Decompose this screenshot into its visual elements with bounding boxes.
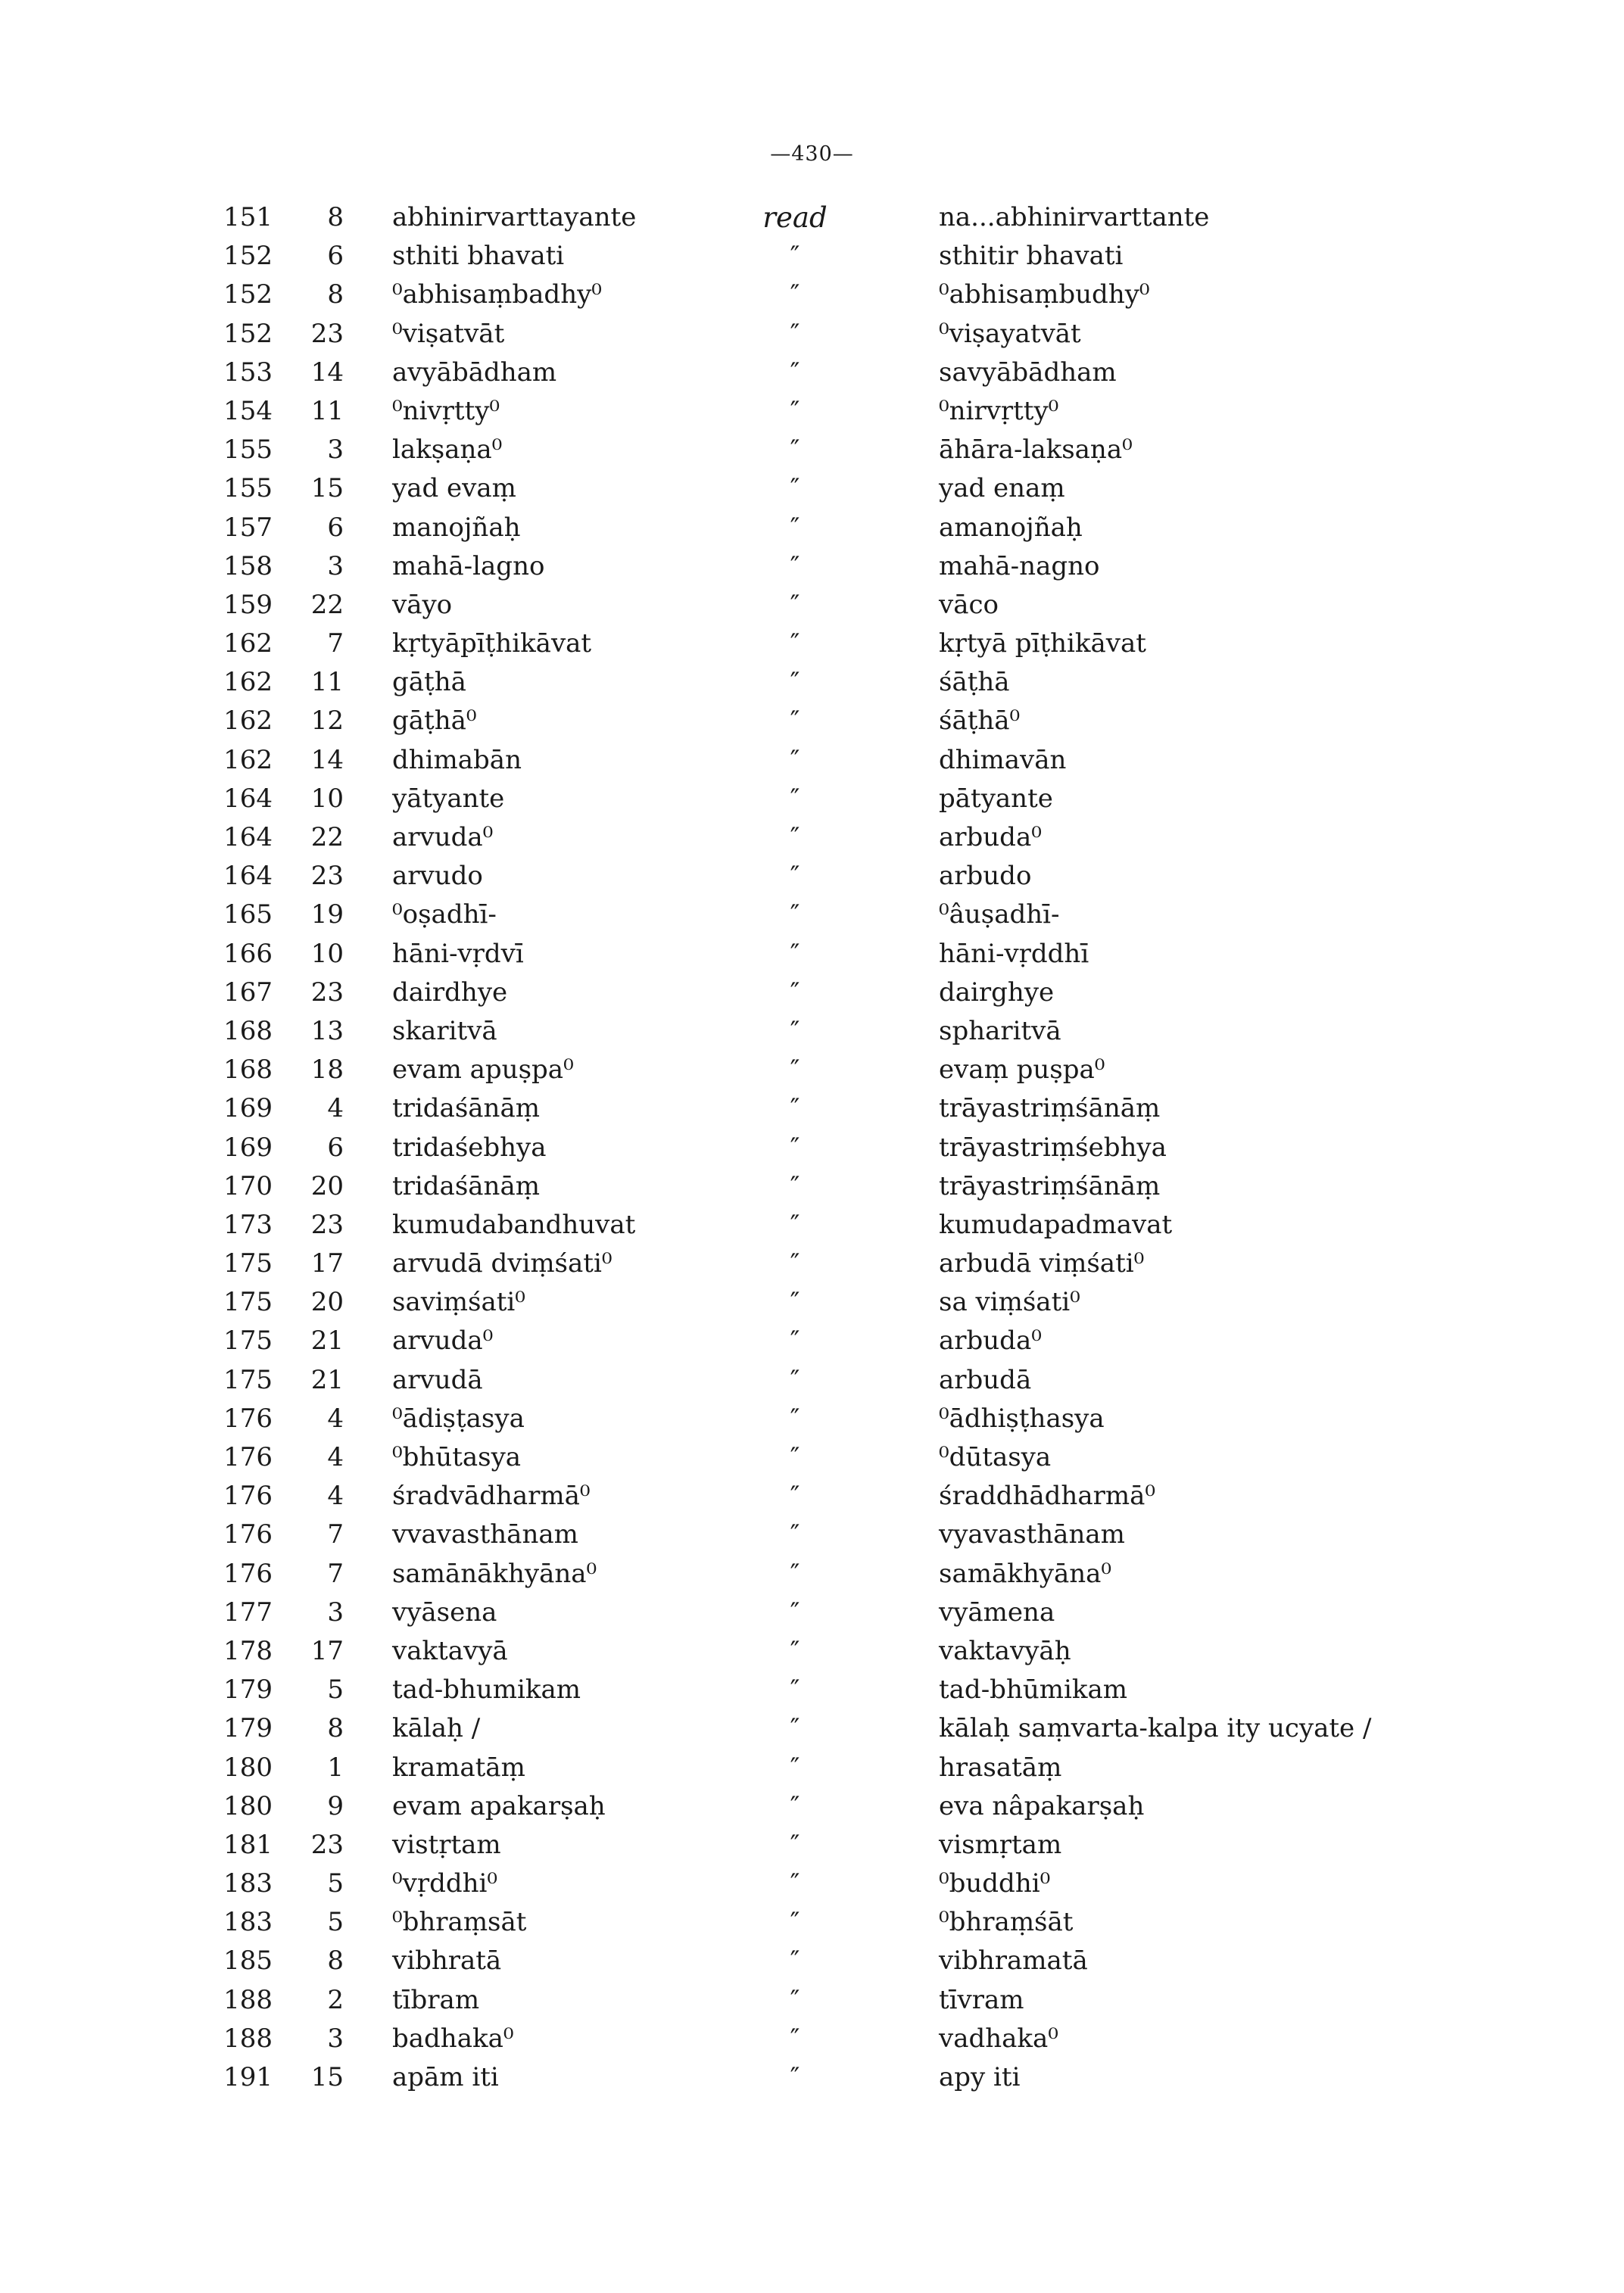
ditto-mark: ″ (790, 395, 800, 426)
page-ref: 175 (223, 1248, 273, 1279)
page-ref: 170 (223, 1170, 273, 1201)
incorrect-reading: vyāsena (392, 1597, 497, 1628)
ditto-mark: ″ (790, 1442, 800, 1472)
line-ref: 15 (310, 2062, 344, 2092)
line-ref: 10 (310, 938, 344, 969)
corrected-reading: vismṛtam (939, 1829, 1062, 1860)
line-ref: 13 (310, 1015, 344, 1046)
line-ref: 20 (310, 1287, 344, 1318)
ditto-mark: ″ (790, 2023, 800, 2054)
page-ref: 179 (223, 1713, 273, 1744)
line-ref: 15 (310, 473, 344, 504)
errata-row (0, 1245, 1624, 1283)
page-ref: 157 (223, 512, 273, 543)
ditto-mark: ″ (790, 667, 800, 698)
corrected-reading: kumudapadmavat (939, 1209, 1173, 1240)
incorrect-reading: evam apakarṣaḥ (392, 1790, 606, 1821)
page-ref: 166 (223, 938, 273, 969)
page-ref: 169 (223, 1132, 273, 1163)
errata-row (0, 392, 1624, 431)
corrected-reading: hrasatāṃ (939, 1752, 1062, 1783)
page-ref: 151 (223, 202, 273, 232)
incorrect-reading: ⁰oṣadhī- (392, 899, 497, 930)
incorrect-reading: vaktavyā (392, 1635, 508, 1666)
errata-row (0, 1749, 1624, 1787)
incorrect-reading: yad evaṃ (392, 473, 516, 504)
corrected-reading: vyāmena (939, 1597, 1055, 1628)
incorrect-reading: kumudabandhuvat (392, 1209, 636, 1240)
incorrect-reading: yātyante (392, 783, 505, 814)
ditto-mark: ″ (790, 550, 800, 581)
page-ref: 165 (223, 899, 273, 930)
incorrect-reading: tībram (392, 1984, 480, 2015)
incorrect-reading: vistṛtam (392, 1829, 501, 1860)
line-ref: 23 (310, 1209, 344, 1240)
ditto-mark: ″ (790, 279, 800, 310)
page-ref: 173 (223, 1209, 273, 1240)
line-ref: 7 (327, 1558, 344, 1589)
page-ref: 158 (223, 550, 273, 581)
page-ref: 175 (223, 1287, 273, 1318)
page-ref: 162 (223, 667, 273, 698)
errata-row (0, 1826, 1624, 1865)
errata-row (0, 276, 1624, 314)
ditto-mark: ″ (790, 1403, 800, 1434)
incorrect-reading: badhaka⁰ (392, 2023, 514, 2054)
errata-row (0, 1942, 1624, 1980)
corrected-reading: vadhaka⁰ (939, 2023, 1058, 2054)
incorrect-reading: arvuda⁰ (392, 822, 494, 852)
errata-row (0, 469, 1624, 508)
corrected-reading: yad enaṃ (939, 473, 1065, 504)
errata-row (0, 1594, 1624, 1632)
ditto-mark: ″ (790, 1055, 800, 1086)
page-ref: 155 (223, 435, 273, 466)
corrected-reading: kṛtyā pīṭhikāvat (939, 628, 1146, 659)
line-ref: 4 (327, 1403, 344, 1434)
incorrect-reading: abhinirvarttayante (392, 202, 637, 232)
corrected-reading: śraddhādharmā⁰ (939, 1481, 1155, 1512)
errata-row (0, 547, 1624, 586)
corrected-reading: amanojñaḥ (939, 512, 1083, 543)
line-ref: 21 (310, 1364, 344, 1395)
corrected-reading: spharitvā (939, 1015, 1061, 1046)
incorrect-reading: kṛtyāpīṭhikāvat (392, 628, 592, 659)
ditto-mark: ″ (790, 1287, 800, 1318)
page-ref: 175 (223, 1364, 273, 1395)
page-ref: 162 (223, 744, 273, 775)
corrected-reading: śāṭhā⁰ (939, 706, 1021, 737)
ditto-mark: ″ (790, 435, 800, 466)
corrected-reading: mahā-nagno (939, 550, 1100, 581)
incorrect-reading: ⁰bhūtasya (392, 1442, 522, 1472)
ditto-mark: ″ (790, 1597, 800, 1628)
page-ref: 162 (223, 706, 273, 737)
incorrect-reading: tridaśebhya (392, 1132, 547, 1163)
line-ref: 22 (310, 822, 344, 852)
errata-row (0, 1477, 1624, 1516)
errata-row (0, 1012, 1624, 1051)
errata-row (0, 2020, 1624, 2058)
page-ref: 155 (223, 473, 273, 504)
page-ref: 169 (223, 1093, 273, 1124)
errata-row (0, 1787, 1624, 1826)
corrected-reading: ⁰ādhiṣṭhasya (939, 1403, 1105, 1434)
line-ref: 7 (327, 1519, 344, 1550)
incorrect-reading: tad-bhumikam (392, 1675, 581, 1706)
page-ref: 180 (223, 1752, 273, 1783)
errata-row (0, 1400, 1624, 1438)
errata-row (0, 1555, 1624, 1594)
line-ref: 3 (327, 2023, 344, 2054)
corrected-reading: vyavasthānam (939, 1519, 1125, 1550)
ditto-mark: ″ (790, 1558, 800, 1589)
ditto-mark: ″ (790, 1170, 800, 1201)
ditto-mark: ″ (790, 2062, 800, 2092)
line-ref: 11 (310, 395, 344, 426)
errata-row (0, 354, 1624, 392)
errata-row (0, 2058, 1624, 2097)
incorrect-reading: arvudā dviṃśati⁰ (392, 1248, 613, 1279)
page-ref: 164 (223, 822, 273, 852)
line-ref: 6 (327, 512, 344, 543)
page-ref: 152 (223, 241, 273, 272)
incorrect-reading: ⁰nivṛtty⁰ (392, 395, 500, 426)
ditto-mark: ″ (790, 1248, 800, 1279)
ditto-mark: ″ (790, 318, 800, 349)
page-ref: 177 (223, 1597, 273, 1628)
ditto-mark: ″ (790, 473, 800, 504)
corrected-reading: ⁰abhisaṃbudhy⁰ (939, 279, 1150, 310)
corrected-reading: ⁰nirvṛtty⁰ (939, 395, 1059, 426)
ditto-mark: ″ (790, 706, 800, 737)
line-ref: 4 (327, 1481, 344, 1512)
ditto-mark: ″ (790, 1946, 800, 1977)
incorrect-reading: gāṭhā⁰ (392, 706, 477, 737)
corrected-reading: tad-bhūmikam (939, 1675, 1127, 1706)
line-ref: 5 (327, 1907, 344, 1938)
page-ref: 188 (223, 1984, 273, 2015)
errata-row (0, 857, 1624, 896)
page-ref: 167 (223, 977, 273, 1008)
errata-row (0, 780, 1624, 818)
incorrect-reading: ⁰abhisaṃbadhy⁰ (392, 279, 602, 310)
errata-row (0, 702, 1624, 740)
errata-row (0, 1206, 1624, 1245)
ditto-mark: ″ (790, 1093, 800, 1124)
line-ref: 2 (327, 1984, 344, 2015)
errata-row (0, 586, 1624, 625)
errata-row (0, 1361, 1624, 1400)
line-ref: 12 (310, 706, 344, 737)
ditto-mark: ″ (790, 1481, 800, 1512)
ditto-mark: ″ (790, 744, 800, 775)
page-ref: 152 (223, 318, 273, 349)
errata-row (0, 1051, 1624, 1089)
errata-row (0, 1903, 1624, 1942)
corrected-reading: śāṭhā (939, 667, 1010, 698)
errata-table (0, 198, 1624, 2097)
page-ref: 191 (223, 2062, 273, 2092)
errata-row (0, 1671, 1624, 1709)
errata-row (0, 1129, 1624, 1167)
corrected-reading: arbudo (939, 861, 1032, 892)
errata-row (0, 1322, 1624, 1360)
page-ref: 153 (223, 357, 273, 388)
page-ref: 176 (223, 1558, 273, 1589)
errata-row (0, 315, 1624, 354)
corrected-reading: savyābādham (939, 357, 1117, 388)
corrected-reading: pātyante (939, 783, 1053, 814)
page-ref: 179 (223, 1675, 273, 1706)
page-ref: 164 (223, 783, 273, 814)
errata-row (0, 818, 1624, 857)
corrected-reading: hāni-vṛddhī (939, 938, 1089, 969)
corrected-reading: ⁰âuṣadhī- (939, 899, 1060, 930)
line-ref: 17 (310, 1248, 344, 1279)
incorrect-reading: kālaḥ / (392, 1713, 481, 1744)
errata-row (0, 1283, 1624, 1322)
line-ref: 3 (327, 435, 344, 466)
ditto-mark: ″ (790, 977, 800, 1008)
line-ref: 18 (310, 1055, 344, 1086)
corrected-reading: arbudā (939, 1364, 1032, 1395)
page-ref: 178 (223, 1635, 273, 1666)
line-ref: 8 (327, 1946, 344, 1977)
line-ref: 23 (310, 1829, 344, 1860)
ditto-mark: ″ (790, 861, 800, 892)
line-ref: 14 (310, 744, 344, 775)
line-ref: 14 (310, 357, 344, 388)
line-ref: 10 (310, 783, 344, 814)
page-ref: 164 (223, 861, 273, 892)
incorrect-reading: tridaśānāṃ (392, 1093, 540, 1124)
ditto-mark: ″ (790, 1752, 800, 1783)
errata-row (0, 896, 1624, 934)
ditto-mark: ″ (790, 1675, 800, 1706)
incorrect-reading: vāyo (392, 589, 453, 620)
ditto-mark: ″ (790, 1868, 800, 1899)
corrected-reading: eva nâpakarṣaḥ (939, 1790, 1145, 1821)
errata-row (0, 935, 1624, 974)
errata-row (0, 1709, 1624, 1748)
corrected-reading: vaktavyāḥ (939, 1635, 1071, 1666)
ditto-mark: ″ (790, 783, 800, 814)
incorrect-reading: gāṭhā (392, 667, 466, 698)
ditto-mark: ″ (790, 241, 800, 272)
page-ref: 185 (223, 1946, 273, 1977)
line-ref: 4 (327, 1442, 344, 1472)
errata-row (0, 1632, 1624, 1671)
line-ref: 22 (310, 589, 344, 620)
page-ref: 181 (223, 1829, 273, 1860)
page-ref: 176 (223, 1442, 273, 1472)
corrected-reading: na...abhinirvarttante (939, 202, 1210, 232)
line-ref: 8 (327, 1713, 344, 1744)
corrected-reading: ⁰dūtasya (939, 1442, 1052, 1472)
line-ref: 4 (327, 1093, 344, 1124)
ditto-mark: ″ (790, 1326, 800, 1357)
ditto-mark: ″ (790, 1907, 800, 1938)
errata-row (0, 1089, 1624, 1128)
corrected-reading: apy iti (939, 2062, 1021, 2092)
line-ref: 6 (327, 1132, 344, 1163)
line-ref: 3 (327, 1597, 344, 1628)
corrected-reading: trāyastriṃśānāṃ (939, 1170, 1161, 1201)
corrected-reading: ⁰viṣayatvāt (939, 318, 1081, 349)
incorrect-reading: evam apuṣpa⁰ (392, 1055, 574, 1086)
ditto-mark: ″ (790, 589, 800, 620)
errata-row (0, 625, 1624, 663)
ditto-mark: ″ (790, 1364, 800, 1395)
incorrect-reading: apām iti (392, 2062, 499, 2092)
page-ref: 176 (223, 1481, 273, 1512)
ditto-mark: ″ (790, 1635, 800, 1666)
line-ref: 23 (310, 861, 344, 892)
line-ref: 23 (310, 318, 344, 349)
errata-row (0, 1438, 1624, 1477)
errata-row (0, 741, 1624, 780)
incorrect-reading: vibhratā (392, 1946, 502, 1977)
page-ref: 175 (223, 1326, 273, 1357)
line-ref: 23 (310, 977, 344, 1008)
page-ref: 168 (223, 1015, 273, 1046)
read-label: read (762, 201, 828, 234)
incorrect-reading: saviṃśati⁰ (392, 1287, 525, 1318)
incorrect-reading: ⁰bhraṃsāt (392, 1907, 527, 1938)
ditto-mark: ″ (790, 1984, 800, 2015)
incorrect-reading: avyābādham (392, 357, 557, 388)
corrected-reading: arbudā viṃśati⁰ (939, 1248, 1145, 1279)
corrected-reading: tīvram (939, 1984, 1024, 2015)
errata-row (0, 1516, 1624, 1554)
page-ref: 152 (223, 279, 273, 310)
errata-row (0, 237, 1624, 276)
ditto-mark: ″ (790, 1790, 800, 1821)
line-ref: 20 (310, 1170, 344, 1201)
ditto-mark: ″ (790, 822, 800, 852)
corrected-reading: ⁰buddhi⁰ (939, 1868, 1051, 1899)
corrected-reading: sthitir bhavati (939, 241, 1124, 272)
corrected-reading: trāyastriṃśānāṃ (939, 1093, 1161, 1124)
ditto-mark: ″ (790, 1713, 800, 1744)
incorrect-reading: ⁰viṣatvāt (392, 318, 505, 349)
ditto-mark: ″ (790, 1829, 800, 1860)
page-number: —430— (770, 142, 854, 166)
incorrect-reading: kramatāṃ (392, 1752, 525, 1783)
corrected-reading: arbuda⁰ (939, 822, 1042, 852)
errata-row (0, 1981, 1624, 2020)
line-ref: 11 (310, 667, 344, 698)
page-ref: 188 (223, 2023, 273, 2054)
corrected-reading: dairghye (939, 977, 1055, 1008)
corrected-reading: trāyastriṃśebhya (939, 1132, 1167, 1163)
corrected-reading: āhāra-laksaṇa⁰ (939, 435, 1133, 466)
page-ref: 162 (223, 628, 273, 659)
ditto-mark: ″ (790, 938, 800, 969)
errata-row (0, 1865, 1624, 1903)
incorrect-reading: dhimabān (392, 744, 522, 775)
line-ref: 3 (327, 550, 344, 581)
page-ref: 168 (223, 1055, 273, 1086)
incorrect-reading: arvudo (392, 861, 483, 892)
incorrect-reading: arvudā (392, 1364, 483, 1395)
ditto-mark: ″ (790, 1519, 800, 1550)
line-ref: 9 (327, 1790, 344, 1821)
incorrect-reading: samānākhyāna⁰ (392, 1558, 597, 1589)
incorrect-reading: vvavasthānam (392, 1519, 578, 1550)
ditto-mark: ″ (790, 1132, 800, 1163)
corrected-reading: arbuda⁰ (939, 1326, 1042, 1357)
ditto-mark: ″ (790, 512, 800, 543)
corrected-reading: kālaḥ saṃvarta-kalpa ity ucyate / (939, 1713, 1372, 1744)
page-ref: 176 (223, 1519, 273, 1550)
incorrect-reading: ⁰ādiṣṭasya (392, 1403, 525, 1434)
corrected-reading: sa viṃśati⁰ (939, 1287, 1080, 1318)
errata-row (0, 663, 1624, 702)
errata-row (0, 198, 1624, 237)
page-ref: 180 (223, 1790, 273, 1821)
incorrect-reading: hāni-vṛdvī (392, 938, 524, 969)
corrected-reading: dhimavān (939, 744, 1067, 775)
corrected-reading: vibhramatā (939, 1946, 1088, 1977)
page-ref: 159 (223, 589, 273, 620)
incorrect-reading: dairdhye (392, 977, 508, 1008)
corrected-reading: ⁰bhraṃśāt (939, 1907, 1074, 1938)
line-ref: 5 (327, 1868, 344, 1899)
page-ref: 183 (223, 1868, 273, 1899)
corrected-reading: evaṃ puṣpa⁰ (939, 1055, 1105, 1086)
errata-row (0, 974, 1624, 1012)
page-ref: 154 (223, 395, 273, 426)
line-ref: 8 (327, 202, 344, 232)
line-ref: 1 (327, 1752, 344, 1783)
incorrect-reading: manojñaḥ (392, 512, 521, 543)
corrected-reading: samākhyāna⁰ (939, 1558, 1112, 1589)
ditto-mark: ″ (790, 1209, 800, 1240)
ditto-mark: ″ (790, 628, 800, 659)
incorrect-reading: lakṣaṇa⁰ (392, 435, 503, 466)
page-ref: 183 (223, 1907, 273, 1938)
incorrect-reading: arvuda⁰ (392, 1326, 494, 1357)
line-ref: 5 (327, 1675, 344, 1706)
page-ref: 176 (223, 1403, 273, 1434)
line-ref: 8 (327, 279, 344, 310)
line-ref: 17 (310, 1635, 344, 1666)
line-ref: 19 (310, 899, 344, 930)
line-ref: 6 (327, 241, 344, 272)
ditto-mark: ″ (790, 357, 800, 388)
errata-row (0, 1167, 1624, 1206)
line-ref: 7 (327, 628, 344, 659)
corrected-reading: vāco (939, 589, 999, 620)
incorrect-reading: mahā-lagno (392, 550, 545, 581)
incorrect-reading: ⁰vṛddhi⁰ (392, 1868, 498, 1899)
line-ref: 21 (310, 1326, 344, 1357)
ditto-mark: ″ (790, 899, 800, 930)
incorrect-reading: tridaśānāṃ (392, 1170, 540, 1201)
ditto-mark: ″ (790, 1015, 800, 1046)
incorrect-reading: sthiti bhavati (392, 241, 565, 272)
errata-row (0, 509, 1624, 547)
incorrect-reading: śradvādharmā⁰ (392, 1481, 591, 1512)
errata-row (0, 431, 1624, 469)
incorrect-reading: skaritvā (392, 1015, 497, 1046)
